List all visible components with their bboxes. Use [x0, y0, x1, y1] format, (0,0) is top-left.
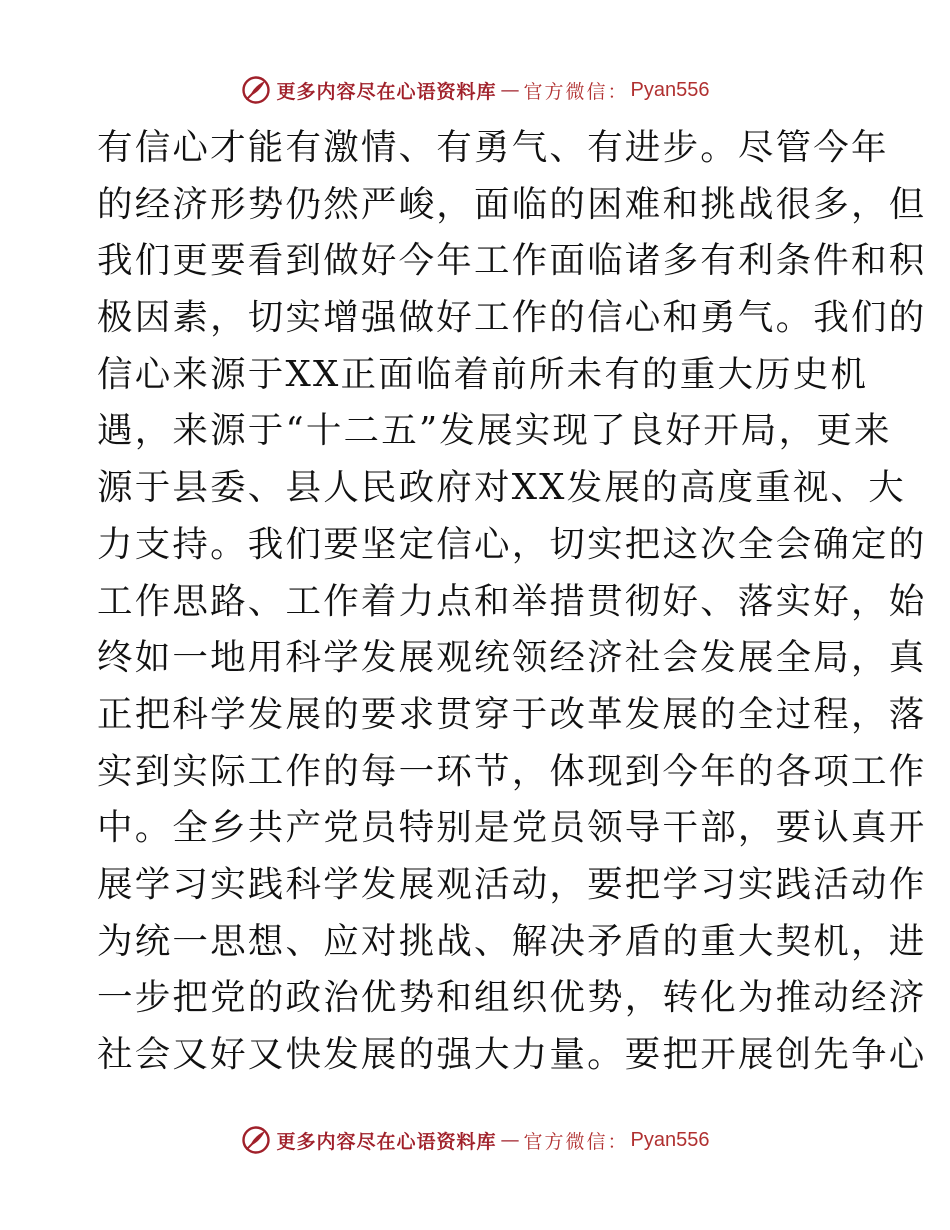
header-separator: — — [500, 79, 520, 101]
body-line: 有信心才能有激情、有勇气、有进步。尽管今年 — [97, 127, 889, 168]
body-line: 信心来源于XX正面临着前所未有的重大历史机 — [97, 353, 869, 395]
body-line: 社会又好又快发展的强大力量。要把开展创先争心 — [97, 1034, 927, 1075]
header-wechat-label: 官方微信： — [523, 80, 629, 103]
footer-wechat-id: Pyan556 — [630, 1128, 710, 1151]
body-line: 中。全乡共产党员特别是党员领导干部，要认真开 — [97, 807, 927, 849]
body-line: 极因素，切实增强做好工作的信心和勇气。我们的 — [97, 297, 927, 339]
body-line: 一步把党的政治优势和组织优势，转化为推动经济 — [97, 977, 927, 1019]
footer-wechat-label: 官方微信： — [523, 1130, 629, 1153]
header-site-name: 更多内容尽在心语资料库 — [276, 80, 497, 103]
body-line: 工作思路、工作着力点和举措贯彻好、落实好，始 — [97, 580, 927, 622]
footer-separator: — — [500, 1129, 520, 1151]
body-line: 为统一思想、应对挑战、解决矛盾的重大契机，进 — [97, 920, 927, 962]
document-body — [97, 120, 927, 1084]
body-line: 源于县委、县人民政府对XX发展的高度重视、大 — [97, 467, 906, 509]
body-line: 正把科学发展的要求贯穿于改革发展的全过程，落 — [97, 693, 927, 735]
body-line: 实到实际工作的每一环节，体现到今年的各项工作 — [97, 750, 927, 792]
body-line: 终如一地用科学发展观统领经济社会发展全局，真 — [97, 637, 927, 679]
body-line: 我们更要看到做好今年工作面临诸多有利条件和积 — [97, 240, 927, 282]
footer-banner — [0, 1120, 950, 1160]
body-line: 的经济形势仍然严峻，面临的困难和挑战很多，但 — [97, 183, 927, 225]
footer-site-name: 更多内容尽在心语资料库 — [276, 1130, 497, 1153]
quill-logo-icon — [241, 1125, 271, 1155]
body-line: 遇，来源于“十二五”发展实现了良好开局，更来 — [97, 410, 892, 452]
body-line: 力支持。我们要坚定信心，切实把这次全会确定的 — [97, 523, 927, 565]
header-banner — [0, 70, 950, 110]
body-line: 展学习实践科学发展观活动，要把学习实践活动作 — [97, 863, 927, 905]
header-wechat-id: Pyan556 — [630, 78, 710, 101]
quill-logo-icon — [241, 75, 271, 105]
